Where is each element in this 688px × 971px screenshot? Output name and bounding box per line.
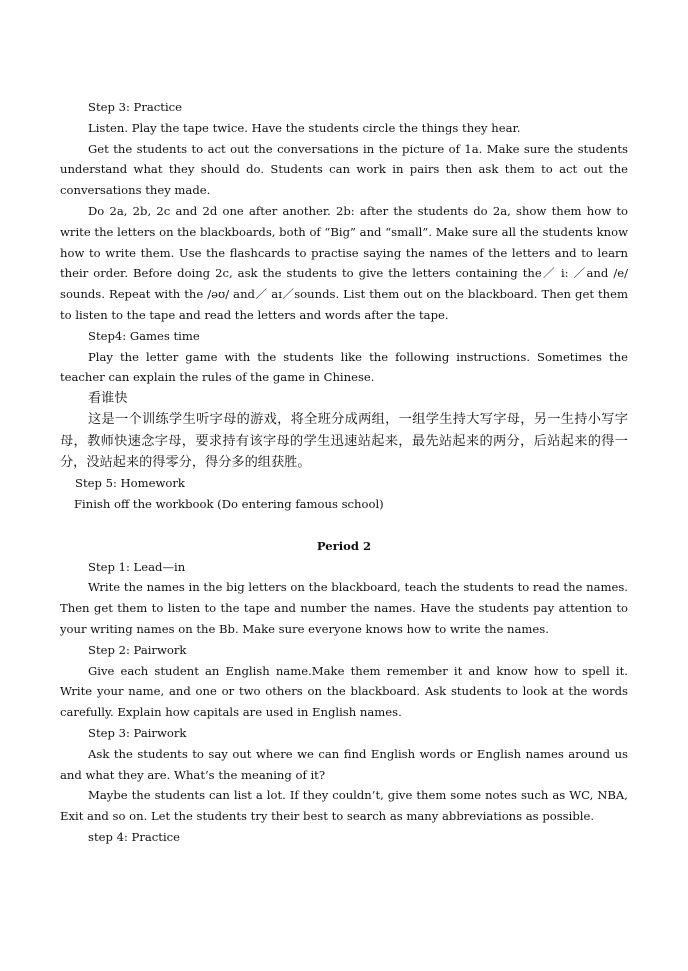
step4-game-paragraph: Play the letter game with the students like the following instructions. Sometimes the teacher can explain the rules of the game in Chinese. xyxy=(60,349,628,385)
step3-listen-paragraph: Listen. Play the tape twice. Have the students circle the things they hear. xyxy=(88,120,521,135)
p2-step3-paragraph-2: Maybe the students can list a lot. If they couldn’t, give them some notes such as WC, NBA, Exit and so on. Let the students try their best to search as many abbreviations as possible. xyxy=(60,788,628,824)
game-description: 这是一个训练学生听字母的游戏，将全班分成两组，一组学生持大写字母，另一生持小写字母，教师快速念字母，要求持有该字母的学生迅速站起来，最先站起来的两分，后站起来的得一分，没站起来的得零分，得分多的组获胜。 xyxy=(60,412,628,470)
step3-exercises-paragraph: Do 2a, 2b, 2c and 2d one after another. 2b: after the students do 2a, show them how to write the letters on the blackboards, both of “Big” and “small”. Make sure all the students know how to write them. Use the flashcards to practise saying the names of the letters and to learn their order. Before doing 2c, ask the students to give the letters containing the／ i: ／and /e/ sounds. Repeat with the /əʊ/ and／ aɪ／sounds. List them out on the blackboard. Then get them to listen to the tape and read the letters and words after the tape. xyxy=(60,203,628,322)
homework-text: Finish off the workbook (Do entering famous school) xyxy=(74,497,384,512)
document-body xyxy=(60,97,628,848)
section-spacer xyxy=(60,515,628,536)
p2-step2-heading: Step 2: Pairwork xyxy=(88,642,187,657)
p2-step1-paragraph: Write the names in the big letters on the blackboard, teach the students to read the names. Then get them to listen to the tape and number the names. Have the students pay attention to your writing names on the Bb. Make sure everyone knows how to write the names. xyxy=(60,580,628,636)
step3-heading: Step 3: Practice xyxy=(88,100,183,114)
step4-heading: Step4: Games time xyxy=(88,328,200,343)
step5-heading: Step 5: Homework xyxy=(75,476,185,491)
game-title: 看谁快 xyxy=(88,391,128,407)
p2-step3-paragraph-1: Ask the students to say out where we can find English words or English names around us and what they are. What’s the meaning of it? xyxy=(60,746,628,782)
period-2-title: Period 2 xyxy=(316,538,372,553)
p2-step4-heading: step 4: Practice xyxy=(88,829,181,844)
p2-step2-paragraph: Give each student an English name.Make them remember it and know how to spell it. Write your name, and one or two others on the blackboard. Ask students to look at the words carefully. Explain how capitals are used in English names. xyxy=(60,663,628,720)
p2-step1-heading: Step 1: Lead—in xyxy=(88,559,186,574)
p2-step3-heading: Step 3: Pairwork xyxy=(88,725,187,740)
step3-act-out-paragraph: Get the students to act out the conversations in the picture of 1a. Make sure the students understand what they should do. Students can work in pairs then ask them to act out the conversations they made. xyxy=(60,141,628,198)
